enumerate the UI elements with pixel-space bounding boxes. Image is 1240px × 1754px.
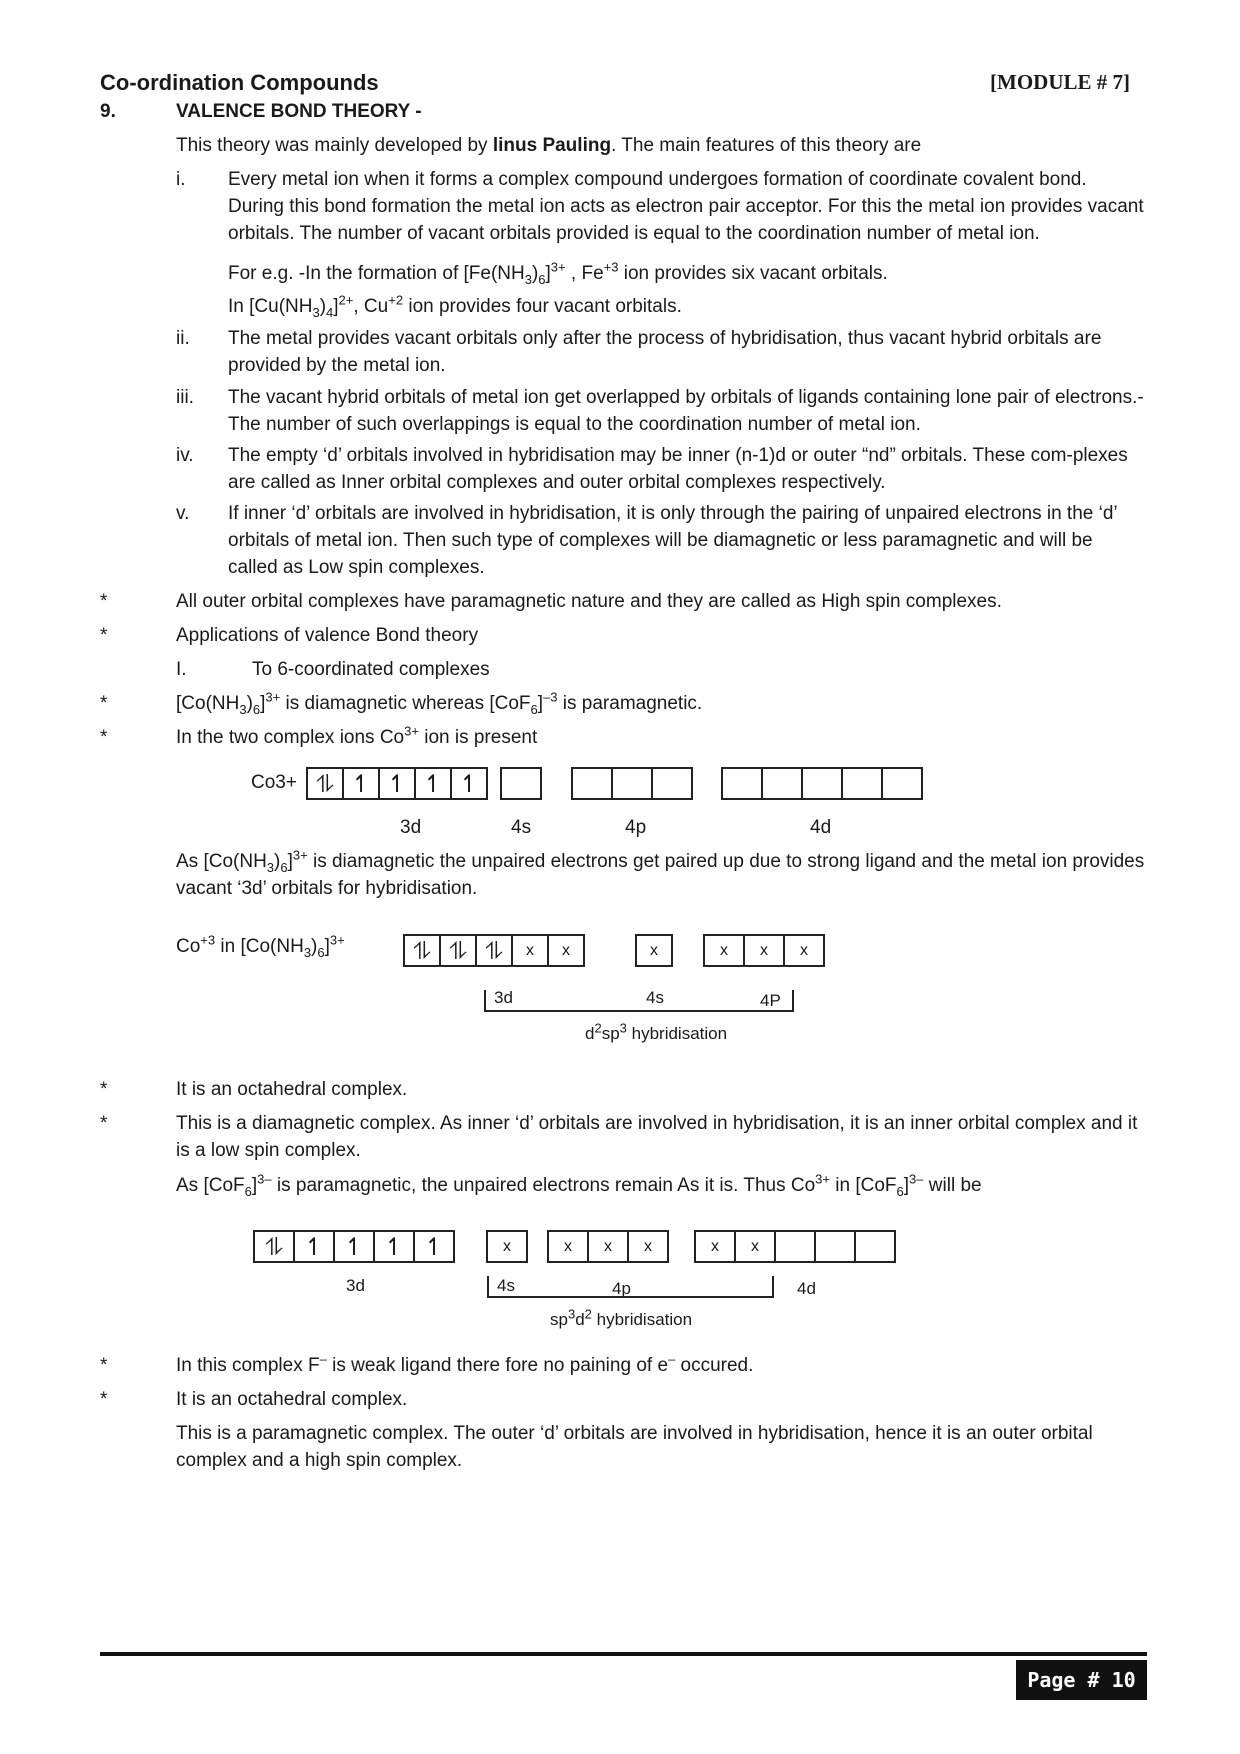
bullet-star: * [100,1079,108,1100]
orbital-box: x [703,934,745,967]
orbital-box: ⥮ [439,934,477,967]
orbital-3d-group [253,1230,453,1263]
orbital-box: ↿ [414,767,452,800]
orbital-label: 4d [797,1279,816,1298]
orbital-4s-group [500,767,540,800]
sub-item-text: To 6-coordinated complexes [252,659,490,680]
bullet-text: Applications of valence Bond theory [176,625,479,646]
item-text: Every metal ion when it forms a complex compound undergoes formation of coordinate covalent bond. During this bond formation the metal ion acts as electron pair acceptor. For this the metal ion provides vacant orbitals. The number of vacant orbitals provided is equal to the coordination number of metal ion. [228,169,1144,244]
example-line-1: For e.g. -In the formation of $[Fe(NH_3)_6]^{3+}$ , $Fe^{+3}$ ion provides six vacant orbitals. [228,259,888,287]
bullet-star: * [100,625,108,646]
orbital-box: ↿ [413,1230,455,1263]
orbital-box: x [694,1230,736,1263]
orbital-4p-group [703,934,823,967]
orbital-box: ↿ [450,767,488,800]
bullet-star: * [100,727,108,748]
orbital-box [814,1230,856,1263]
item-marker: iii. [176,387,194,408]
item-text: The metal provides vacant orbitals only after the process of hybridisation, thus vacant hybrid orbitals are provided by the metal ion. [228,328,1102,376]
orbital-box: ↿ [333,1230,375,1263]
orbital-label: 4P [760,991,781,1010]
orbital-4s-group [635,934,671,967]
bullet-text: This is a diamagnetic complex. As inner ‘d’ orbitals are involved in hybridisation, it is an inner orbital complex and it is a low spin complex. [176,1113,1138,1161]
orbital-box: x [547,934,585,967]
module-label: [MODULE # 7] [990,70,1130,94]
orbital-box: x [783,934,825,967]
orbital-box: x [635,934,673,967]
header-title: Co-ordination Compounds [100,70,379,95]
bullet-star: * [100,693,108,714]
orbital-box: ⥮ [306,767,344,800]
bullet-text: In the two complex ions $Co^{3+}$ ion is present [176,723,538,748]
bullet-text: All outer orbital complexes have paramagnetic nature and they are called as High spin complexes. [176,591,1002,612]
item-marker: iv. [176,445,194,466]
orbital-box [774,1230,816,1263]
orbital-box [651,767,693,800]
bullet-star: * [100,1389,108,1410]
orbital-3d-group [403,934,583,967]
orbital-box: x [587,1230,629,1263]
orbital-box [721,767,763,800]
bullet-text: It is an octahedral complex. [176,1079,408,1100]
orbital-box [801,767,843,800]
bullet-text: $[Co(NH_3)_6]^{3+}$ is diamagnetic whereas $[CoF_6]^{-3}$ is paramagnetic. [176,689,703,717]
orbital-label: 4d [810,817,832,838]
section-number: 9. [100,101,116,122]
item-text: The empty ‘d’ orbitals involved in hybridisation may be inner (n-1)d or outer “nd” orbitals. These com-plexes are called as Inner orbital complexes and outer orbital complexes respectively. [228,445,1128,493]
orbital-box: x [511,934,549,967]
orbital-box [571,767,613,800]
orbital-box: ↿ [342,767,380,800]
orbital-box: x [486,1230,528,1263]
paragraph: As $[Co(NH_3)_6]^{3+}$ is diamagnetic the unpaired electrons get paired up due to strong ligand and the metal ion provides vacant ‘3d’ orbitals for hybridisation. [176,847,1145,899]
orbital-box: x [743,934,785,967]
orbital-label: 4s [511,817,532,838]
orbital-4d-group [721,767,921,800]
orbital-box: ⥮ [403,934,441,967]
orbital-box [881,767,923,800]
orbital-label: 4s [497,1276,515,1295]
orbital-box: x [734,1230,776,1263]
hybridisation-bracket [484,990,794,1012]
intro-paragraph: This theory was mainly developed by linus Pauling. The main features of this theory are [176,135,922,156]
orbital-box: ⥮ [475,934,513,967]
orbital-label: $Co^{+3}$ in $[Co(NH_3)_6]^{3+}$ [176,932,345,960]
orbital-label: Co3+ [251,772,297,793]
orbital-4p-group [571,767,691,800]
item-text: The vacant hybrid orbitals of metal ion get overlapped by orbitals of ligands containing lone pair of electrons.- The number of such overlappings is equal to the coordination number of metal ion. [228,387,1144,435]
bullet-text: In this complex F– is weak ligand there fore no paining of e– occured. [176,1351,754,1376]
orbital-box [611,767,653,800]
item-marker: i. [176,169,186,190]
orbital-box [761,767,803,800]
item-marker: ii. [176,328,190,349]
page-number: Page # 10 [1016,1660,1147,1700]
orbital-box: x [547,1230,589,1263]
section-title: VALENCE BOND THEORY - [176,101,422,122]
item-marker: v. [176,503,190,524]
orbital-label: 3d [400,817,422,838]
orbital-4p-group [547,1230,667,1263]
orbital-label: 4s [646,988,664,1007]
bullet-star: * [100,1355,108,1376]
orbital-label: 3d [346,1276,365,1295]
orbital-box: ↿ [373,1230,415,1263]
bullet-star: * [100,1113,108,1134]
paragraph: As $[CoF_6]^{3-}$ is paramagnetic, the unpaired electrons remain As it is. Thus $Co^{3+}$ in $[CoF_6]^{3-}$ will be [176,1171,982,1199]
item-text: If inner ‘d’ orbitals are involved in hybridisation, it is only through the pairing of unpaired electrons in the ‘d’ orbitals of metal ion. Then such type of complexes will be diamagnetic or less paramagnetic and will be called as Low spin complexes. [228,503,1117,578]
orbital-label: 4p [625,817,647,838]
orbital-label: 4p [612,1279,631,1298]
bullet-star: * [100,591,108,612]
orbital-4d-group [694,1230,894,1263]
orbital-label: 3d [494,988,513,1007]
example-line-2: In $[Cu(NH_3)_4]^{2+}$, $Cu^{+2}$ ion provides four vacant orbitals. [228,292,682,320]
orbital-box [841,767,883,800]
orbital-4s-group [486,1230,526,1263]
orbital-box [854,1230,896,1263]
hybridisation-label: $d^2sp^3$ hybridisation [585,1020,728,1043]
paragraph: This is a paramagnetic complex. The outer ‘d’ orbitals are involved in hybridisation, hence it is an outer orbital complex and a high spin complex. [176,1423,1093,1471]
footer-divider [100,1652,1147,1656]
orbital-box: ⥮ [253,1230,295,1263]
orbital-box: ↿ [293,1230,335,1263]
bullet-text: It is an octahedral complex. [176,1389,408,1410]
sub-item-marker: I. [176,659,187,680]
orbital-box: ↿ [378,767,416,800]
orbital-box: x [627,1230,669,1263]
orbital-3d-group [306,767,486,800]
hybridisation-label: $sp^3d^2$ hybridisation [550,1306,693,1329]
orbital-box [500,767,542,800]
